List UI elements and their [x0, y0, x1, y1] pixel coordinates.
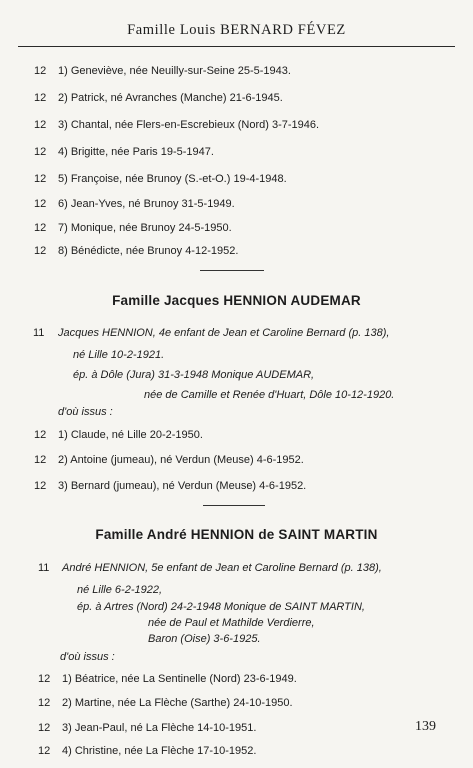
entry-text: 4) Christine, née La Flèche 17-10-1952.: [62, 745, 257, 757]
spouse-birth-line: née de Camille et Renée d'Huart, Dôle 10-12-1920.: [144, 389, 395, 401]
birth-line: né Lille 10-2-1921.: [73, 349, 165, 361]
generation-number: 12: [34, 245, 47, 257]
generation-number: 12: [34, 173, 47, 185]
header-rule: [18, 46, 455, 47]
spouse-parents-line: née de Paul et Mathilde Verdierre,: [148, 617, 315, 629]
generation-number: 12: [34, 65, 47, 77]
generation-number: 12: [34, 454, 47, 466]
marriage-line: ép. à Dôle (Jura) 31-3-1948 Monique AUDEMAR,: [73, 369, 315, 381]
generation-number: 12: [34, 480, 47, 492]
entry-text: 4) Brigitte, née Paris 19-5-1947.: [58, 146, 214, 158]
marriage-line: ép. à Artres (Nord) 24-2-1948 Monique de SAINT MARTIN,: [77, 601, 365, 613]
page-number: 139: [415, 719, 436, 734]
entry-text: 5) Françoise, née Brunoy (S.-et-O.) 19-4-1948.: [58, 173, 287, 185]
entry-text: 1) Béatrice, née La Sentinelle (Nord) 23-6-1949.: [62, 673, 297, 685]
generation-number: 12: [34, 146, 47, 158]
entry-text: 3) Chantal, née Flers-en-Escrebieux (Nord) 3-7-1946.: [58, 119, 320, 131]
spouse-birth-line: Baron (Oise) 3-6-1925.: [148, 633, 261, 645]
issue-label: d'où issus :: [58, 406, 113, 418]
entry-text: 1) Geneviève, née Neuilly-sur-Seine 25-5-1943.: [58, 65, 291, 77]
section-divider: [203, 505, 265, 506]
entry-text: 3) Bernard (jumeau), né Verdun (Meuse) 4-6-1952.: [58, 480, 307, 492]
family-title: Famille Jacques HENNION AUDEMAR: [112, 293, 361, 308]
entry-text: 7) Monique, née Brunoy 24-5-1950.: [58, 222, 232, 234]
generation-number: 12: [34, 222, 47, 234]
entry-text: 3) Jean-Paul, né La Flèche 14-10-1951.: [62, 722, 257, 734]
entry-text: 8) Bénédicte, née Brunoy 4-12-1952.: [58, 245, 239, 257]
generation-number: 12: [38, 673, 51, 685]
generation-number: 12: [34, 119, 47, 131]
parent-entry: [58, 327, 389, 339]
page-header: Famille Louis BERNARD FÉVEZ: [127, 22, 346, 38]
generation-number: 12: [34, 198, 47, 210]
generation-number: 12: [34, 429, 47, 441]
generation-number: 12: [34, 92, 47, 104]
parent-gen: 11: [38, 562, 50, 574]
generation-number: 12: [38, 745, 51, 757]
generation-number: 12: [38, 697, 51, 709]
section-divider: [200, 270, 264, 271]
parent-name: Jacques HENNION: [58, 327, 153, 339]
parent-entry: André HENNION, 5e enfant de Jean et Caroline Bernard (p. 138),: [62, 562, 382, 574]
entry-text: 2) Antoine (jumeau), né Verdun (Meuse) 4-6-1952.: [58, 454, 304, 466]
entry-text: 1) Claude, né Lille 20-2-1950.: [58, 429, 203, 441]
generation-number: 12: [38, 722, 51, 734]
parent-line: , 4e enfant de Jean et Caroline Bernard (p. 138),: [152, 327, 390, 339]
birth-line: né Lille 6-2-1922,: [77, 584, 163, 596]
parent-gen: 11: [33, 327, 45, 339]
entry-text: 2) Martine, née La Flèche (Sarthe) 24-10-1950.: [62, 697, 293, 709]
entry-text: 2) Patrick, né Avranches (Manche) 21-6-1945.: [58, 92, 283, 104]
entry-text: 6) Jean-Yves, né Brunoy 31-5-1949.: [58, 198, 235, 210]
issue-label: d'où issus :: [60, 651, 115, 663]
family-title: Famille André HENNION de SAINT MARTIN: [95, 527, 378, 542]
